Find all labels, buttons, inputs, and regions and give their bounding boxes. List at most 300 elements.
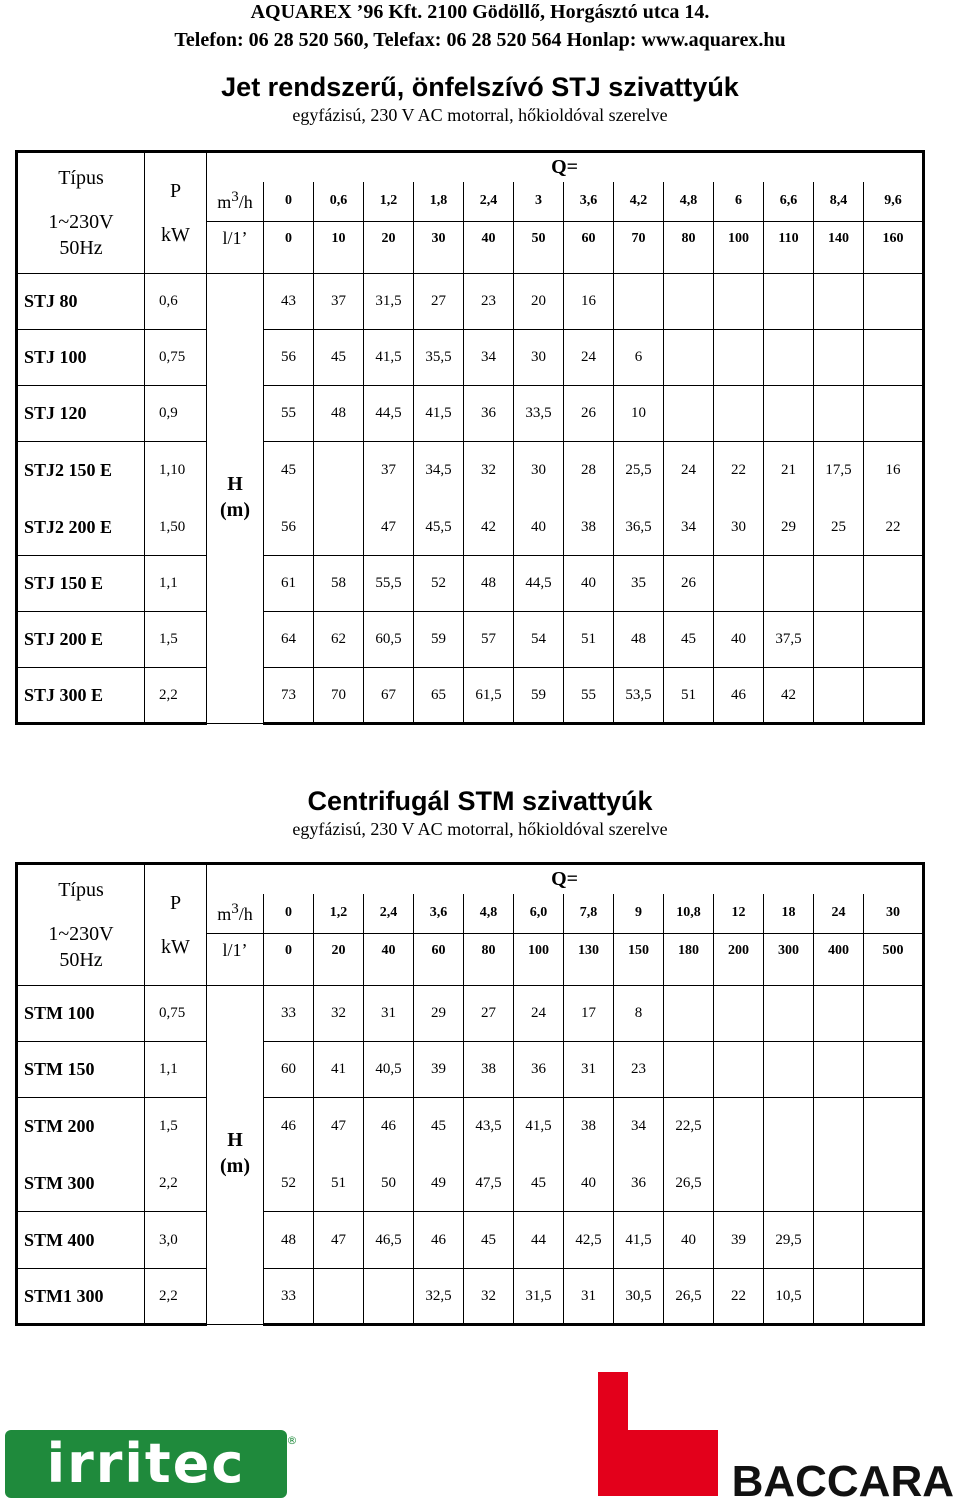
company-contact: Telefon: 06 28 520 560, Telefax: 06 28 520 564 Honlap: www.aquarex.hu (174, 29, 786, 51)
head-value: 38 (564, 500, 614, 556)
head-value: 10 (614, 386, 664, 442)
pump-model: STM 200 (17, 1098, 145, 1156)
head-value: 22 (864, 500, 924, 556)
head-value: 29 (414, 986, 464, 1042)
pump-power: 3,0 (145, 1212, 207, 1269)
pump-row (17, 612, 924, 668)
head-value: 22 (714, 1269, 764, 1325)
head-value: 46 (714, 668, 764, 724)
head-value: 43 (264, 274, 314, 330)
head-value (864, 1212, 924, 1269)
head-value: 32 (464, 442, 514, 500)
head-value: 55 (264, 386, 314, 442)
type-header-line: Típus (58, 167, 104, 189)
flow-m3h-value: 4,2 (614, 182, 664, 222)
head-value: 67 (364, 668, 414, 724)
head-value (864, 1156, 924, 1212)
head-value: 56 (264, 500, 314, 556)
flow-m3h-value: 1,2 (314, 894, 364, 934)
flow-lpm-value: 0 (264, 222, 314, 274)
flow-lpm-value: 40 (364, 934, 414, 986)
head-value: 36 (614, 1156, 664, 1212)
head-value: 48 (464, 556, 514, 612)
flow-lpm-value: 130 (564, 934, 614, 986)
type-header-line: 50Hz (59, 237, 103, 259)
power-header-line: kW (161, 224, 190, 246)
head-value: 46 (414, 1212, 464, 1269)
head-value: 48 (314, 386, 364, 442)
flow-m3h-value: 2,4 (364, 894, 414, 934)
pump-row (17, 1042, 924, 1098)
head-value: 55 (564, 668, 614, 724)
pump-model: STM 150 (17, 1042, 145, 1098)
head-value: 24 (564, 330, 614, 386)
head-value: 45 (414, 1098, 464, 1156)
head-value: 17 (564, 986, 614, 1042)
head-value: 36,5 (614, 500, 664, 556)
head-label-unit: (m) (220, 1155, 250, 1177)
head-value: 45 (514, 1156, 564, 1212)
head-value: 25 (814, 500, 864, 556)
flow-m3h-value: 0 (264, 182, 314, 222)
head-value (714, 1042, 764, 1098)
stm-subtitle: egyfázisú, 230 V AC motorral, hőkioldóval szerelve (292, 819, 668, 839)
head-value (614, 274, 664, 330)
head-value: 37 (364, 442, 414, 500)
head-value: 61,5 (464, 668, 514, 724)
flow-lpm-value: 20 (314, 934, 364, 986)
unit-m3h (207, 182, 264, 222)
type-header-line: 1~230V (48, 211, 114, 233)
head-value (814, 668, 864, 724)
pump-model: STJ 80 (17, 274, 145, 330)
head-value: 46 (264, 1098, 314, 1156)
pump-model: STM1 300 (17, 1269, 145, 1325)
pump-power: 0,9 (145, 386, 207, 442)
irritec-registered-mark: ® (286, 1434, 297, 1447)
type-header-line: 1~230V (48, 923, 114, 945)
pump-power: 1,1 (145, 1042, 207, 1098)
unit-m3h-tail: /h (238, 192, 253, 213)
pump-model: STJ 150 E (17, 556, 145, 612)
head-value (864, 274, 924, 330)
head-value: 37 (314, 274, 364, 330)
head-column-label (207, 274, 264, 724)
head-value (764, 330, 814, 386)
head-value (814, 1269, 864, 1325)
head-value (764, 986, 814, 1042)
flow-m3h-value: 6,0 (514, 894, 564, 934)
pump-model: STJ 120 (17, 386, 145, 442)
baccara-wordmark: BACCARA (731, 1457, 954, 1500)
irritec-logo (5, 1430, 297, 1498)
pump-power: 1,1 (145, 556, 207, 612)
head-value: 26 (564, 386, 614, 442)
head-value: 30 (514, 330, 564, 386)
head-label-symbol: H (227, 473, 243, 495)
power-column-header (145, 152, 207, 274)
flow-lpm-value: 30 (414, 222, 464, 274)
head-value: 17,5 (814, 442, 864, 500)
head-value: 40 (514, 500, 564, 556)
head-value: 40 (564, 556, 614, 612)
head-value: 31 (564, 1269, 614, 1325)
head-value (764, 1098, 814, 1156)
flow-lpm-value: 180 (664, 934, 714, 986)
head-value: 44 (514, 1212, 564, 1269)
header-row (17, 864, 924, 894)
header-row (17, 152, 924, 182)
head-value (864, 612, 924, 668)
flow-lpm-value: 200 (714, 934, 764, 986)
head-value: 6 (614, 330, 664, 386)
head-value: 50 (364, 1156, 414, 1212)
power-column-header (145, 864, 207, 986)
head-value: 23 (464, 274, 514, 330)
flow-lpm-value: 50 (514, 222, 564, 274)
head-value: 34 (464, 330, 514, 386)
head-value (714, 274, 764, 330)
type-header-line: 50Hz (59, 949, 103, 971)
head-value: 73 (264, 668, 314, 724)
head-value: 30,5 (614, 1269, 664, 1325)
stm-pump-table (15, 862, 925, 1326)
head-value: 39 (714, 1212, 764, 1269)
head-value: 47,5 (464, 1156, 514, 1212)
head-value: 16 (564, 274, 614, 330)
head-value: 32 (464, 1269, 514, 1325)
head-value: 36 (514, 1042, 564, 1098)
head-value: 27 (464, 986, 514, 1042)
flow-lpm-value: 500 (864, 934, 924, 986)
power-header-line: P (169, 892, 182, 914)
head-value (314, 500, 364, 556)
flow-lpm-value: 400 (814, 934, 864, 986)
head-value: 40 (714, 612, 764, 668)
head-value: 52 (264, 1156, 314, 1212)
head-value: 47 (314, 1212, 364, 1269)
pump-power: 2,2 (145, 668, 207, 724)
stj-pump-table (15, 150, 925, 725)
head-value (814, 986, 864, 1042)
pump-row (17, 556, 924, 612)
flow-m3h-value: 6 (714, 182, 764, 222)
head-value: 54 (514, 612, 564, 668)
type-column-header (17, 152, 145, 274)
head-value: 49 (414, 1156, 464, 1212)
pump-power: 0,75 (145, 986, 207, 1042)
head-value: 52 (414, 556, 464, 612)
head-value: 30 (714, 500, 764, 556)
pump-row (17, 274, 924, 330)
head-value: 48 (614, 612, 664, 668)
head-value: 33 (264, 986, 314, 1042)
pump-power: 1,50 (145, 500, 207, 556)
pump-power: 2,2 (145, 1156, 207, 1212)
head-value: 26 (664, 556, 714, 612)
head-value (714, 330, 764, 386)
head-value: 26,5 (664, 1269, 714, 1325)
head-value: 60,5 (364, 612, 414, 668)
head-value: 55,5 (364, 556, 414, 612)
pump-row (17, 442, 924, 500)
pump-row (17, 1212, 924, 1269)
head-value (864, 1042, 924, 1098)
pump-row (17, 1269, 924, 1325)
head-value: 26,5 (664, 1156, 714, 1212)
pump-row (17, 1098, 924, 1156)
head-value (864, 386, 924, 442)
head-value: 62 (314, 612, 364, 668)
head-value: 58 (314, 556, 364, 612)
head-value: 59 (514, 668, 564, 724)
flow-lpm-value: 0 (264, 934, 314, 986)
head-value (314, 442, 364, 500)
flow-m3h-value: 3,6 (564, 182, 614, 222)
unit-m3h-base: m (217, 904, 232, 925)
pump-model: STM 100 (17, 986, 145, 1042)
head-value: 56 (264, 330, 314, 386)
head-value (764, 386, 814, 442)
head-value: 57 (464, 612, 514, 668)
flow-lpm-value: 60 (564, 222, 614, 274)
pump-power: 0,75 (145, 330, 207, 386)
head-value: 47 (314, 1098, 364, 1156)
head-value: 31,5 (364, 274, 414, 330)
head-value (664, 274, 714, 330)
head-value (814, 1156, 864, 1212)
stm-title: Centrifugál STM szivattyúk (307, 786, 653, 816)
head-value: 25,5 (614, 442, 664, 500)
head-value (814, 274, 864, 330)
type-column-header (17, 864, 145, 986)
flow-lpm-value: 150 (614, 934, 664, 986)
flow-lpm-value: 100 (514, 934, 564, 986)
pump-power: 0,6 (145, 274, 207, 330)
type-header-line: Típus (58, 879, 104, 901)
head-value (864, 1269, 924, 1325)
head-value: 36 (464, 386, 514, 442)
unit-m3h-base: m (217, 192, 232, 213)
head-value: 44,5 (364, 386, 414, 442)
head-value (814, 1212, 864, 1269)
flow-m3h-value: 6,6 (764, 182, 814, 222)
head-value: 27 (414, 274, 464, 330)
stj-subtitle: egyfázisú, 230 V AC motorral, hőkioldóval szerelve (292, 105, 668, 125)
flow-lpm-value: 20 (364, 222, 414, 274)
head-value: 43,5 (464, 1098, 514, 1156)
head-value: 32,5 (414, 1269, 464, 1325)
head-value: 22,5 (664, 1098, 714, 1156)
head-value: 20 (514, 274, 564, 330)
head-value (764, 1042, 814, 1098)
pump-row (17, 500, 924, 556)
head-value (714, 556, 764, 612)
head-value: 46,5 (364, 1212, 414, 1269)
flow-lpm-value: 300 (764, 934, 814, 986)
head-value: 41,5 (414, 386, 464, 442)
flow-m3h-value: 9 (614, 894, 664, 934)
head-value: 10,5 (764, 1269, 814, 1325)
head-value: 61 (264, 556, 314, 612)
head-value: 45 (264, 442, 314, 500)
head-value: 42 (464, 500, 514, 556)
head-value (714, 1098, 764, 1156)
head-value: 31 (564, 1042, 614, 1098)
head-value: 22 (714, 442, 764, 500)
head-value: 40 (664, 1212, 714, 1269)
head-value (864, 556, 924, 612)
baccara-logo-block (598, 1430, 718, 1496)
head-value: 34 (664, 500, 714, 556)
flow-header: Q= (207, 152, 924, 182)
head-value: 24 (514, 986, 564, 1042)
flow-m3h-value: 7,8 (564, 894, 614, 934)
pump-model: STJ 100 (17, 330, 145, 386)
pump-row (17, 986, 924, 1042)
flow-lpm-value: 110 (764, 222, 814, 274)
pump-power: 1,5 (145, 612, 207, 668)
company-address: AQUAREX ’96 Kft. 2100 Gödöllő, Horgásztó utca 14. (250, 1, 710, 23)
power-header-line: P (169, 180, 182, 202)
flow-m3h-value: 4,8 (664, 182, 714, 222)
head-value: 28 (564, 442, 614, 500)
head-value: 41,5 (364, 330, 414, 386)
flow-lpm-value: 10 (314, 222, 364, 274)
flow-header: Q= (207, 864, 924, 894)
head-value: 29,5 (764, 1212, 814, 1269)
head-value: 31,5 (514, 1269, 564, 1325)
pump-model: STJ2 200 E (17, 500, 145, 556)
head-value (764, 556, 814, 612)
head-value: 60 (264, 1042, 314, 1098)
flow-m3h-value: 10,8 (664, 894, 714, 934)
head-value: 35 (614, 556, 664, 612)
head-column-label (207, 986, 264, 1325)
head-value: 70 (314, 668, 364, 724)
head-value: 45 (664, 612, 714, 668)
head-value (864, 986, 924, 1042)
pump-row (17, 1156, 924, 1212)
flow-lpm-value: 40 (464, 222, 514, 274)
flow-m3h-value: 1,2 (364, 182, 414, 222)
head-value (714, 986, 764, 1042)
flow-lpm-value: 140 (814, 222, 864, 274)
irritec-wordmark: irritec (46, 1432, 246, 1495)
head-value: 46 (364, 1098, 414, 1156)
flow-m3h-value: 0 (264, 894, 314, 934)
head-value: 44,5 (514, 556, 564, 612)
head-value: 42 (764, 668, 814, 724)
flow-m3h-value: 8,4 (814, 182, 864, 222)
power-header-line: kW (161, 936, 190, 958)
pump-row (17, 668, 924, 724)
head-value: 40 (564, 1156, 614, 1212)
head-value (814, 1042, 864, 1098)
flow-m3h-value: 4,8 (464, 894, 514, 934)
unit-m3h-exponent: 3 (231, 901, 239, 918)
unit-lpm: l/1’ (207, 934, 264, 986)
head-value: 34,5 (414, 442, 464, 500)
pump-row (17, 330, 924, 386)
head-value (814, 1098, 864, 1156)
flow-m3h-value: 1,8 (414, 182, 464, 222)
pump-power: 2,2 (145, 1269, 207, 1325)
head-value: 41,5 (514, 1098, 564, 1156)
unit-m3h-tail: /h (238, 904, 253, 925)
head-value: 24 (664, 442, 714, 500)
flow-lpm-value: 100 (714, 222, 764, 274)
flow-lpm-value: 160 (864, 222, 924, 274)
pump-power: 1,5 (145, 1098, 207, 1156)
head-value: 39 (414, 1042, 464, 1098)
flow-m3h-value: 2,4 (464, 182, 514, 222)
pump-power: 1,10 (145, 442, 207, 500)
head-value: 59 (414, 612, 464, 668)
flow-m3h-value: 3 (514, 182, 564, 222)
head-value (864, 330, 924, 386)
flow-m3h-value: 24 (814, 894, 864, 934)
flow-m3h-value: 30 (864, 894, 924, 934)
head-value: 64 (264, 612, 314, 668)
head-value: 45 (314, 330, 364, 386)
head-value: 30 (514, 442, 564, 500)
head-value: 45 (464, 1212, 514, 1269)
flow-m3h-value: 3,6 (414, 894, 464, 934)
flow-lpm-value: 60 (414, 934, 464, 986)
head-value: 31 (364, 986, 414, 1042)
head-value: 41 (314, 1042, 364, 1098)
head-label-symbol: H (227, 1129, 243, 1151)
head-value: 45,5 (414, 500, 464, 556)
head-value: 40,5 (364, 1042, 414, 1098)
flow-m3h-value: 12 (714, 894, 764, 934)
pump-model: STJ 200 E (17, 612, 145, 668)
head-value: 38 (564, 1098, 614, 1156)
pump-model: STM 300 (17, 1156, 145, 1212)
head-value (814, 386, 864, 442)
head-value: 41,5 (614, 1212, 664, 1269)
head-value: 42,5 (564, 1212, 614, 1269)
head-value: 48 (264, 1212, 314, 1269)
flow-m3h-value: 18 (764, 894, 814, 934)
head-value: 21 (764, 442, 814, 500)
head-value: 32 (314, 986, 364, 1042)
pump-model: STJ2 150 E (17, 442, 145, 500)
head-value (714, 1156, 764, 1212)
head-value (664, 386, 714, 442)
head-value (364, 1269, 414, 1325)
head-value (664, 986, 714, 1042)
flow-lpm-value: 80 (464, 934, 514, 986)
head-value: 35,5 (414, 330, 464, 386)
head-value (864, 668, 924, 724)
head-value: 53,5 (614, 668, 664, 724)
stj-title: Jet rendszerű, önfelszívó STJ szivattyúk (221, 72, 739, 102)
pump-model: STJ 300 E (17, 668, 145, 724)
pump-model: STM 400 (17, 1212, 145, 1269)
head-value (314, 1269, 364, 1325)
head-value: 65 (414, 668, 464, 724)
head-value: 34 (614, 1098, 664, 1156)
flow-m3h-value: 0,6 (314, 182, 364, 222)
head-label-unit: (m) (220, 499, 250, 521)
head-value (664, 1042, 714, 1098)
head-value: 23 (614, 1042, 664, 1098)
head-value (814, 330, 864, 386)
flow-lpm-value: 70 (614, 222, 664, 274)
baccara-logo (598, 1372, 956, 1500)
